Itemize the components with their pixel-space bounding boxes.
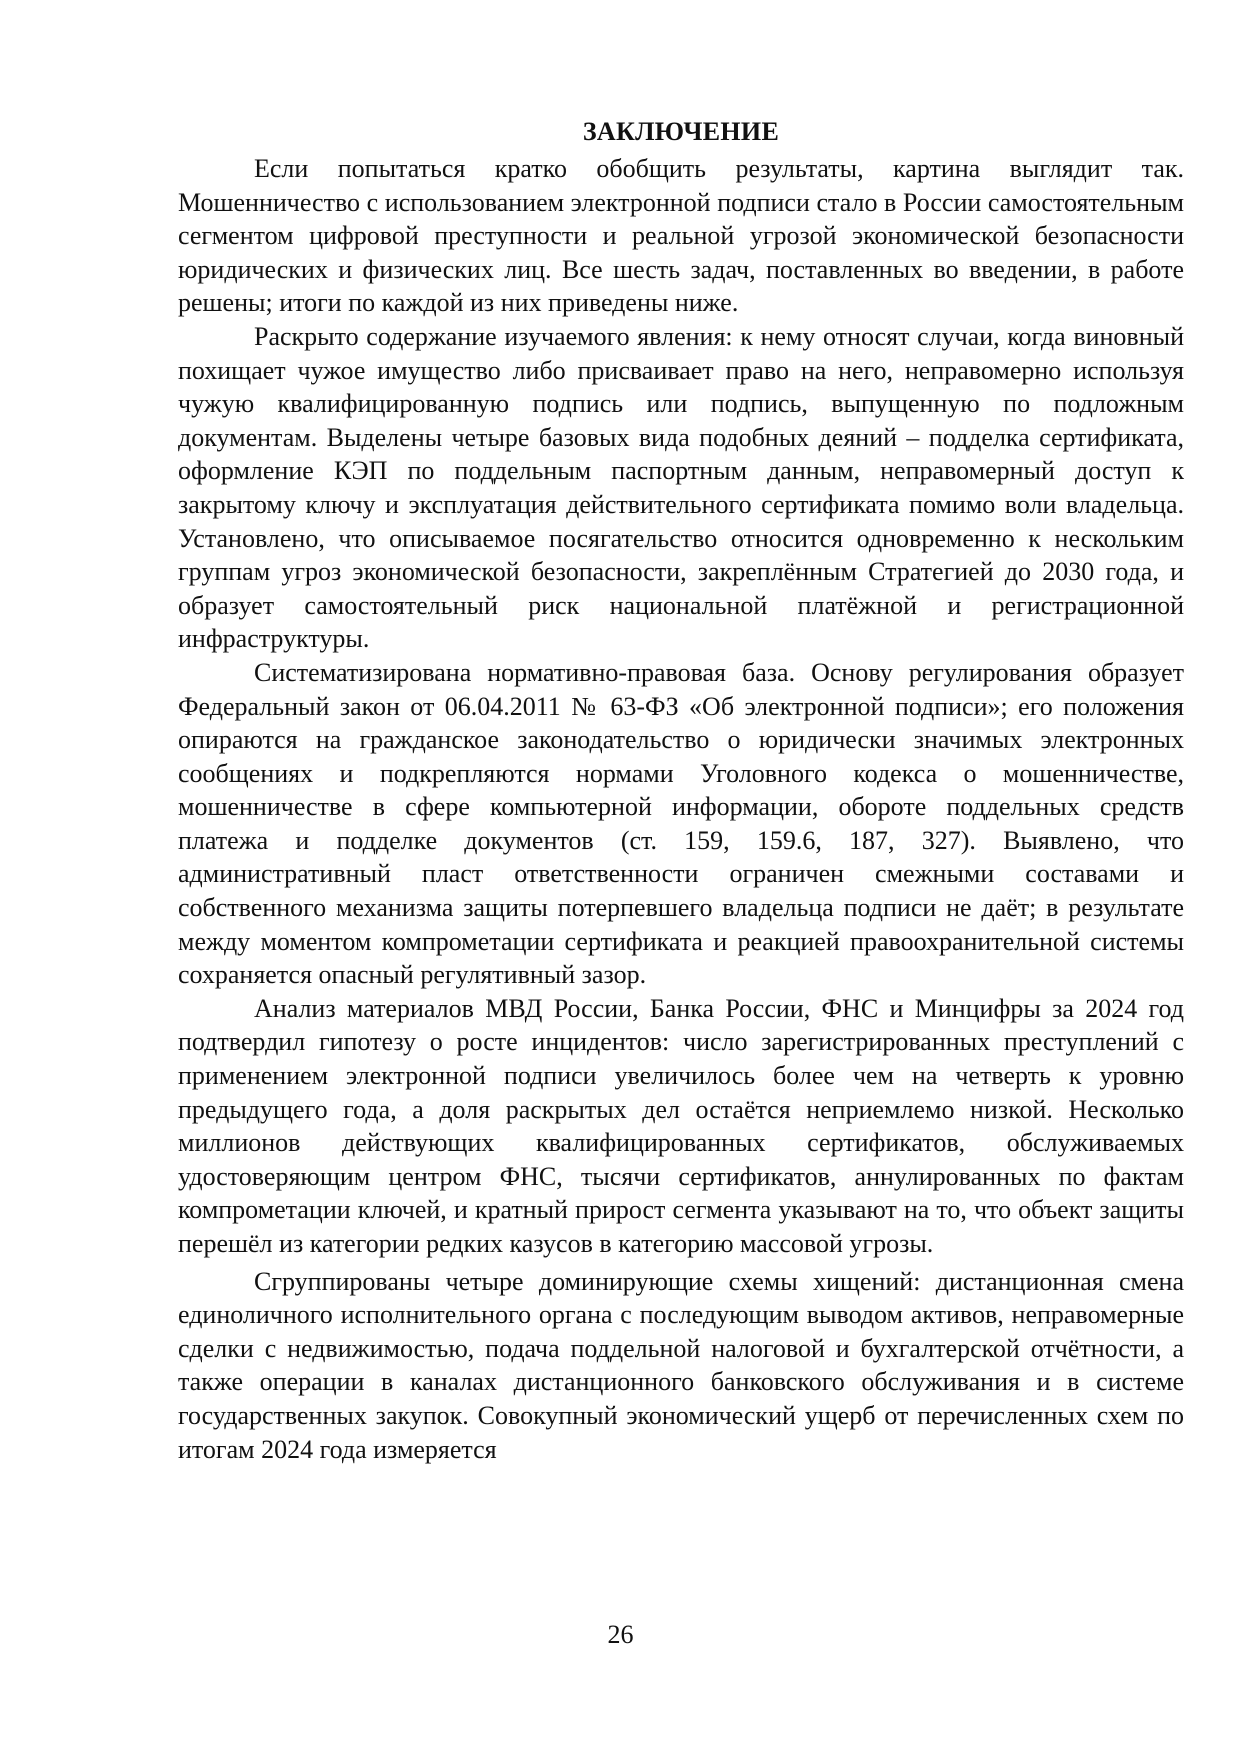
paragraph-schemes: Сгруппированы четыре доминирующие схемы хищений: дистанционная смена единоличного исполнительного органа с последующим выводом активов, неправомерные сделки с недвижимостью, подача поддельной налоговой и бухгалтерской отчётности, а также операции в каналах дистанционного банковского обслуживания и в системе государственных закупок. Совокупный экономический ущерб от перечисленных схем по итогам 2024 года измеряется (178, 1266, 1184, 1464)
section-heading: ЗАКЛЮЧЕНИЕ (582, 117, 780, 146)
page-number: 26 (607, 1620, 634, 1649)
paragraph-legal-basis: Систематизирована нормативно-правовая база. Основу регулирования образует Федеральный закон от 06.04.2011 № 63-ФЗ «Об электронной подписи»; его положения опираются на гражданское законодательство о юридически значимых электронных сообщениях и подкрепляются нормами Уголовного кодекса о мошенничестве, мошенничестве в сфере компьютерной информации, обороте поддельных средств платежа и подделке документов (ст. 159, 159.6, 187, 327). Выявлено, что административный пласт ответственности ограничен смежными составами и собственного механизма защиты потерпевшего владельца подписи не даёт; в результате между моментом компрометации сертификата и реакцией правоохранительной системы сохраняется опасный регулятивный зазор. (178, 657, 1184, 990)
paragraph-summary: Если попытаться кратко обобщить результаты, картина выглядит так. Мошенничество с использованием электронной подписи стало в России самостоятельным сегментом цифровой преступности и реальной угрозой экономической безопасности юридических и физических лиц. Все шесть задач, поставленных во введении, в работе решены; итоги по каждой из них приведены ниже. (178, 154, 1184, 318)
paragraph-phenomenon: Раскрыто содержание изучаемого явления: к нему относят случаи, когда виновный похищает чужое имущество либо присваивает право на него, неправомерно используя чужую квалифицированную подпись или подпись, выпущенную по подложным документам. Выделены четыре базовых вида подобных деяний – подделка сертификата, оформление КЭП по поддельным паспортным данным, неправомерный доступ к закрытому ключу и эксплуатация действительного сертификата помимо воли владельца. Установлено, что описываемое посягательство относится одновременно к нескольким группам угроз экономической безопасности, закреплённым Стратегией до 2030 года, и образует самостоятельный риск национальной платёжной и регистрационной инфраструктуры. (178, 321, 1184, 654)
page-content (178, 112, 1184, 1466)
paragraph-statistics: Анализ материалов МВД России, Банка России, ФНС и Минцифры за 2024 год подтвердил гипотезу о росте инцидентов: число зарегистрированных преступлений с применением электронной подписи увеличилось более чем на четверть к уровню предыдущего года, а доля раскрытых дел остаётся неприемлемо низкой. Несколько миллионов действующих квалифицированных сертификатов, обслуживаемых удостоверяющим центром ФНС, тысячи сертификатов, аннулированных по фактам компрометации ключей, и кратный прирост сегмента указывают на то, что объект защиты перешёл из категории редких казусов в категорию массовой угрозы. (178, 993, 1184, 1258)
